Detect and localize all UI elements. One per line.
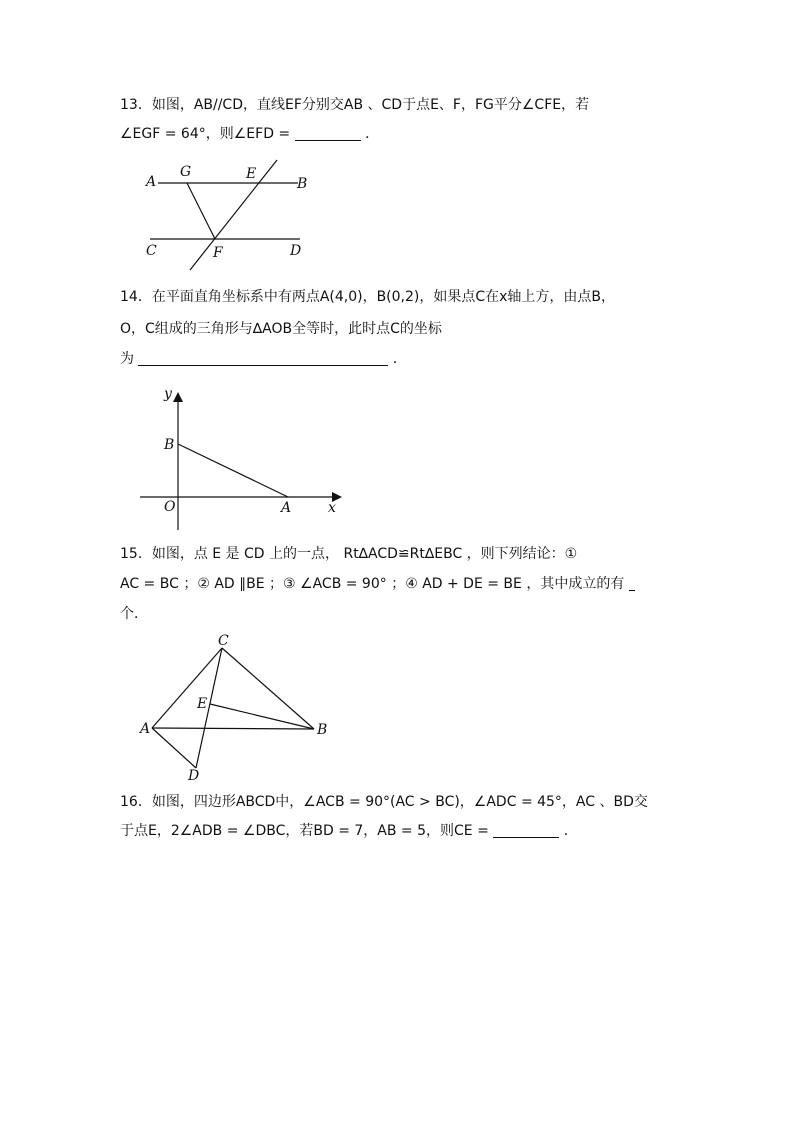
q13-line1: 13．如图，AB//CD，直线EF分别交AB 、CD于点E、F，FG平分∠CFE，若 (120, 97, 590, 113)
y-axis-arrow (173, 392, 183, 402)
q13-figure (140, 155, 320, 275)
segment-ac (152, 648, 222, 728)
label-y: y (164, 386, 172, 402)
q16-line2-end: ． (563, 823, 578, 839)
label-a: A (140, 721, 151, 737)
segment-cb (222, 648, 314, 729)
q15-line1: 15．如图，点 E 是 CD 上的一点， Rt∆ACD≌Rt∆EBC ，则下列结论：① (120, 546, 578, 562)
q14-line2: O，C组成的三角形与∆AOB全等时，此时点C的坐标 (120, 321, 442, 337)
label-b: B (164, 437, 175, 453)
q14-line1: 14．在平面直角坐标系中有两点A(4,0)，B(0,2)，如果点C在x轴上方，由点B， (120, 289, 616, 305)
q14-answer-blank[interactable] (138, 351, 388, 366)
q15-figure (138, 632, 338, 782)
label-d: D (290, 243, 302, 259)
label-o: O (164, 499, 176, 515)
label-b: B (297, 176, 308, 192)
q16-line2 (120, 822, 578, 840)
segment-eb (210, 704, 314, 729)
label-d: D (188, 768, 200, 784)
q16-line2-text: 于点E，2∠ADB = ∠DBC，若BD = 7，AB = 5，则CE = (120, 823, 489, 839)
q16-answer-blank[interactable] (493, 823, 559, 838)
q16-line1: 16．如图，四边形ABCD中，∠ACB = 90°(AC > BC)，∠ADC = 45°，AC 、BD交 (120, 794, 648, 810)
q13-line2-text: ∠EGF = 64°，则∠EFD = (120, 126, 291, 142)
label-c: C (218, 633, 229, 649)
q15-answer-blank[interactable] (629, 576, 635, 591)
q15-line2 (120, 575, 635, 593)
q15-line3: 个． (120, 606, 148, 622)
segment-ad (152, 728, 196, 768)
label-x: x (328, 500, 336, 516)
q14-line3 (120, 350, 407, 368)
q14-line3-end: ． (392, 351, 407, 367)
q13-answer-blank[interactable] (295, 126, 361, 141)
q14-line3-text: 为 (120, 351, 134, 367)
q15-line2-text: AC = BC ；② AD ∥BE ；③ ∠ACB = 90° ；④ AD + DE = BE ，其中成立的有 (120, 576, 625, 592)
q13-line2-end: ． (365, 126, 380, 142)
segment-ab (152, 728, 314, 729)
line-fg (187, 183, 215, 239)
segment-ba (178, 444, 288, 497)
label-c: C (146, 243, 157, 259)
label-b: B (317, 722, 328, 738)
label-f: F (213, 245, 223, 261)
label-a: A (281, 500, 292, 516)
label-g: G (180, 164, 192, 180)
q13-line2 (120, 125, 379, 143)
label-a: A (146, 174, 157, 190)
q14-figure (140, 380, 360, 530)
label-e: E (197, 696, 208, 712)
label-e: E (246, 166, 257, 182)
